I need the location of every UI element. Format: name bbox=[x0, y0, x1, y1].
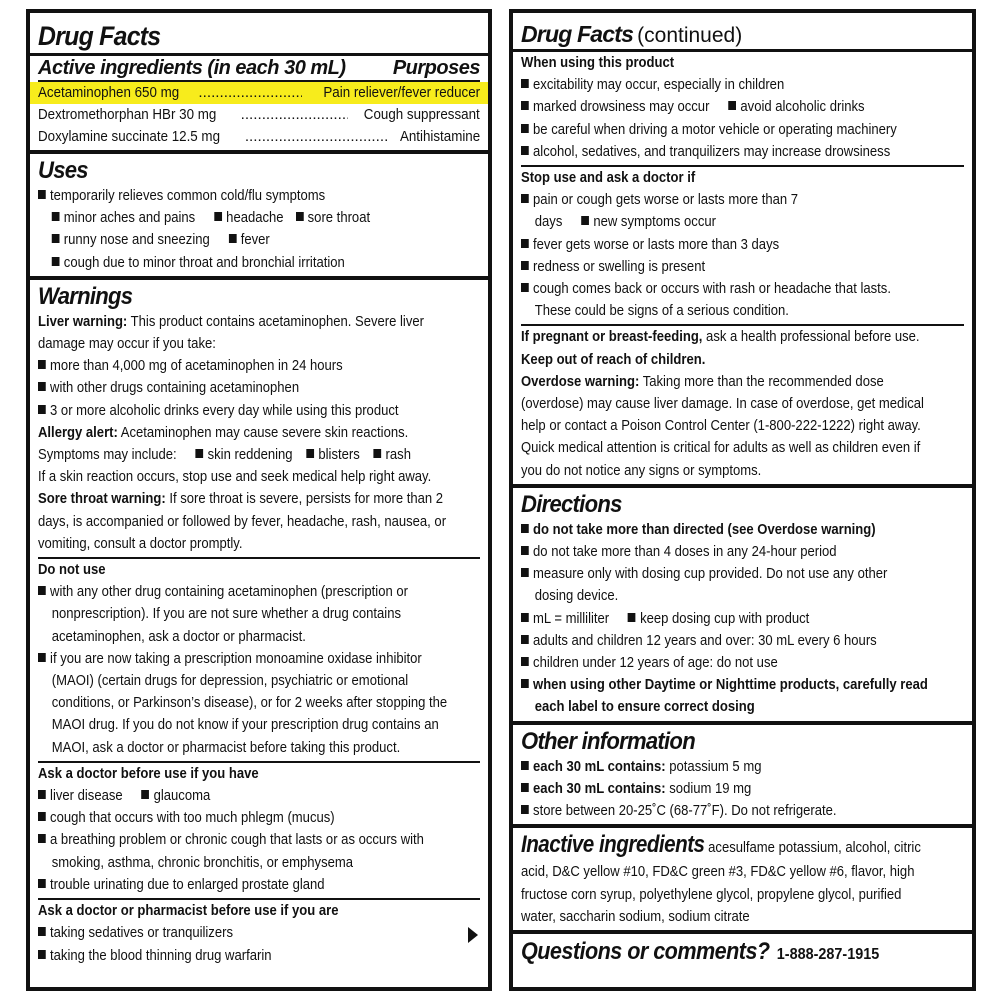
when-using-header: When using this product bbox=[521, 54, 675, 71]
warning-text: Symptoms may include: bbox=[38, 446, 177, 464]
square-bullet-icon bbox=[296, 212, 304, 221]
square-bullet-icon bbox=[196, 449, 204, 458]
square-bullet-icon bbox=[142, 790, 150, 799]
uses-text: temporarily relieves common cold/flu symptoms bbox=[50, 187, 326, 204]
warning-item: taking the blood thinning drug warfarin bbox=[50, 946, 272, 964]
warning-item: if you are now taking a prescription monoamine oxidase inhibitor bbox=[50, 649, 422, 667]
square-bullet-icon bbox=[38, 950, 46, 959]
info-label: each 30 mL contains: bbox=[533, 757, 666, 775]
warning-item: pain or cough gets worse or lasts more than 7 bbox=[533, 191, 799, 209]
warning-text: nonprescription). If you are not sure whether a drug contains bbox=[51, 605, 401, 623]
square-bullet-icon bbox=[38, 927, 46, 936]
phone-number: 1-888-287-1915 bbox=[776, 945, 880, 963]
drug-facts-title: Drug Facts bbox=[38, 21, 161, 51]
ingredient-row bbox=[30, 104, 488, 126]
warning-text: If a skin reaction occurs, stop use and seek medical help right away. bbox=[38, 468, 432, 486]
warning-text: acetaminophen, ask a doctor or pharmacist. bbox=[51, 627, 306, 645]
questions-box bbox=[513, 934, 972, 970]
drug-facts-title: Drug Facts bbox=[521, 21, 634, 47]
square-bullet-icon bbox=[521, 546, 529, 555]
direction-text: dosing device. bbox=[534, 587, 619, 605]
square-bullet-icon bbox=[52, 212, 60, 221]
warning-item: excitability may occur, especially in children bbox=[533, 76, 785, 94]
other-information-box bbox=[513, 725, 972, 829]
warning-text: (MAOI) (certain drugs for depression, psychiatric or emotional bbox=[51, 672, 409, 690]
warning-item: more than 4,000 mg of acetaminophen in 24 hours bbox=[50, 357, 343, 375]
square-bullet-icon bbox=[521, 101, 529, 110]
square-bullet-icon bbox=[38, 382, 46, 391]
info-text: store between 20-25˚C (68-77˚F). Do not refrigerate. bbox=[533, 802, 837, 820]
warning-text: MAOI, ask a doctor or pharmacist before taking this product. bbox=[51, 738, 401, 756]
warning-text: This product contains acetaminophen. Severe liver bbox=[127, 312, 424, 330]
square-bullet-icon bbox=[728, 101, 736, 110]
active-ingredients-header bbox=[38, 56, 480, 82]
warning-item: 3 or more alcoholic drinks every day while using this product bbox=[50, 401, 399, 419]
allergy-alert-label: Allergy alert: bbox=[38, 423, 118, 441]
warning-text: smoking, asthma, chronic bronchitis, or emphysema bbox=[51, 853, 354, 871]
warning-text: days, is accompanied or followed by fever, headache, rash, nausea, or bbox=[38, 512, 447, 530]
warning-item: with any other drug containing acetaminophen (prescription or bbox=[50, 583, 408, 601]
warning-text: days bbox=[534, 213, 563, 231]
square-bullet-icon bbox=[38, 360, 46, 369]
square-bullet-icon bbox=[581, 216, 589, 225]
square-bullet-icon bbox=[38, 812, 46, 821]
warning-item: marked drowsiness may occur bbox=[533, 98, 710, 116]
square-bullet-icon bbox=[521, 79, 529, 88]
square-bullet-icon bbox=[521, 283, 529, 292]
dot-leader bbox=[198, 82, 301, 104]
other-information-title: Other information bbox=[521, 727, 695, 755]
inactive-text: fructose corn syrup, polyethylene glycol, propylene glycol, purified bbox=[521, 885, 902, 903]
square-bullet-icon bbox=[521, 568, 529, 577]
drug-facts-panel-left bbox=[26, 9, 492, 991]
square-bullet-icon bbox=[521, 635, 529, 644]
do-not-use-header: Do not use bbox=[38, 561, 106, 579]
square-bullet-icon bbox=[38, 586, 46, 595]
warning-text: help or contact a Poison Control Center (1-800-222-1222) right away. bbox=[521, 417, 921, 435]
uses-item: headache bbox=[226, 209, 284, 227]
square-bullet-icon bbox=[521, 657, 529, 666]
inactive-ingredients-title: Inactive ingredients bbox=[521, 831, 705, 859]
square-bullet-icon bbox=[38, 834, 46, 843]
warning-item: a breathing problem or chronic cough that lasts or as occurs with bbox=[50, 831, 424, 849]
directions-box bbox=[513, 488, 972, 725]
continued-label: (continued) bbox=[637, 24, 743, 47]
square-bullet-icon bbox=[38, 653, 46, 662]
square-bullet-icon bbox=[38, 879, 46, 888]
warning-item: alcohol, sedatives, and tranquilizers may increase drowsiness bbox=[533, 142, 891, 160]
square-bullet-icon bbox=[38, 405, 46, 414]
square-bullet-icon bbox=[374, 449, 382, 458]
warning-text: vomiting, consult a doctor promptly. bbox=[38, 534, 243, 552]
warning-item: trouble urinating due to enlarged prostate gland bbox=[50, 875, 325, 893]
square-bullet-icon bbox=[521, 679, 529, 688]
warning-text: MAOI drug. If you do not know if your prescription drug contains an bbox=[51, 716, 439, 734]
direction-text: each label to ensure correct dosing bbox=[534, 698, 755, 716]
inactive-ingredients-box bbox=[513, 828, 972, 934]
inactive-text: acid, D&C yellow #10, FD&C green #3, FD&C yellow #6, flavor, high bbox=[521, 863, 915, 881]
warning-text: you do not notice any signs or symptoms. bbox=[521, 461, 762, 479]
warning-item: fever gets worse or lasts more than 3 days bbox=[533, 235, 780, 253]
inactive-text: acesulfame potassium, alcohol, citric bbox=[704, 839, 921, 857]
info-label: each 30 mL contains: bbox=[533, 779, 666, 797]
warning-text: conditions, or Parkinson’s disease), or for 2 weeks after stopping the bbox=[51, 694, 448, 712]
warning-item: cough comes back or occurs with rash or headache that lasts. bbox=[533, 280, 891, 298]
warning-item: glaucoma bbox=[153, 787, 211, 805]
ingredient-purpose: Antihistamine bbox=[399, 128, 480, 145]
uses-item: fever bbox=[240, 231, 270, 249]
square-bullet-icon bbox=[214, 212, 222, 221]
warning-item: with other drugs containing acetaminophen bbox=[50, 379, 300, 397]
uses-title: Uses bbox=[38, 157, 88, 184]
ingredient-name: Acetaminophen 650 mg bbox=[38, 84, 180, 101]
symptom-item: blisters bbox=[318, 446, 360, 464]
square-bullet-icon bbox=[628, 613, 636, 622]
square-bullet-icon bbox=[38, 190, 46, 199]
square-bullet-icon bbox=[521, 124, 529, 133]
purposes-label: Purposes bbox=[392, 57, 480, 79]
direction-item: do not take more than directed (see Overdose warning) bbox=[533, 520, 876, 538]
keep-out-of-reach: Keep out of reach of children. bbox=[521, 350, 706, 368]
ingredient-purpose: Pain reliever/fever reducer bbox=[323, 84, 480, 101]
liver-warning-label: Liver warning: bbox=[38, 312, 128, 330]
square-bullet-icon bbox=[52, 257, 60, 266]
active-ingredients-label: Active ingredients (in each 30 mL) bbox=[38, 57, 346, 79]
warning-text: If sore throat is severe, persists for more than 2 bbox=[165, 490, 444, 508]
warning-text: ask a health professional before use. bbox=[702, 328, 920, 346]
direction-item: do not take more than 4 doses in any 24-hour period bbox=[533, 543, 837, 561]
square-bullet-icon bbox=[38, 790, 46, 799]
warning-text: damage may occur if you take: bbox=[38, 335, 216, 353]
warnings-box bbox=[30, 280, 488, 967]
symptom-item: rash bbox=[385, 446, 411, 464]
sore-throat-warning-label: Sore throat warning: bbox=[38, 490, 166, 508]
warning-item: taking sedatives or tranquilizers bbox=[50, 924, 233, 942]
warning-text: Acetaminophen may cause severe skin reactions. bbox=[117, 423, 409, 441]
warning-text: Taking more than the recommended dose bbox=[639, 372, 884, 390]
square-bullet-icon bbox=[521, 805, 529, 814]
symptom-item: skin reddening bbox=[207, 446, 293, 464]
square-bullet-icon bbox=[521, 783, 529, 792]
square-bullet-icon bbox=[521, 194, 529, 203]
active-ingredients-box bbox=[30, 13, 488, 154]
square-bullet-icon bbox=[306, 449, 314, 458]
warning-item: new symptoms occur bbox=[593, 213, 716, 231]
warning-text: (overdose) may cause liver damage. In case of overdose, get medical bbox=[521, 395, 924, 413]
uses-item: cough due to minor throat and bronchial irritation bbox=[63, 253, 345, 271]
info-text: potassium 5 mg bbox=[665, 757, 762, 775]
pregnancy-label: If pregnant or breast-feeding, bbox=[521, 328, 703, 346]
direction-item: mL = milliliter bbox=[533, 609, 610, 627]
uses-item: runny nose and sneezing bbox=[63, 231, 210, 249]
uses-item: minor aches and pains bbox=[63, 209, 196, 227]
warning-item: liver disease bbox=[50, 787, 123, 805]
direction-item: when using other Daytime or Nighttime products, carefully read bbox=[533, 676, 928, 694]
warning-item: redness or swelling is present bbox=[533, 257, 706, 275]
ingredient-purpose: Cough suppressant bbox=[364, 106, 480, 123]
warning-text: These could be signs of a serious condition. bbox=[534, 302, 789, 320]
direction-item: children under 12 years of age: do not use bbox=[533, 654, 778, 672]
dot-leader bbox=[241, 104, 349, 126]
ingredient-name: Dextromethorphan HBr 30 mg bbox=[38, 106, 217, 123]
uses-box bbox=[30, 154, 488, 280]
ingredient-row bbox=[30, 126, 488, 150]
triangle-right-icon bbox=[468, 927, 478, 943]
stop-use-header: Stop use and ask a doctor if bbox=[521, 169, 696, 187]
direction-item: adults and children 12 years and over: 30 mL every 6 hours bbox=[533, 631, 877, 649]
inactive-text: water, saccharin sodium, sodium citrate bbox=[521, 907, 750, 925]
square-bullet-icon bbox=[521, 524, 529, 533]
direction-item: measure only with dosing cup provided. Do not use any other bbox=[533, 565, 888, 583]
warning-item: cough that occurs with too much phlegm (mucus) bbox=[50, 809, 335, 827]
ask-doctor-header: Ask a doctor before use if you have bbox=[38, 764, 259, 782]
uses-item: sore throat bbox=[307, 209, 371, 227]
directions-title: Directions bbox=[521, 490, 622, 518]
ingredient-name: Doxylamine succinate 12.5 mg bbox=[38, 128, 221, 145]
when-using-box bbox=[513, 13, 972, 488]
square-bullet-icon bbox=[521, 239, 529, 248]
drug-facts-panel-right bbox=[509, 9, 976, 991]
ask-pharmacist-header: Ask a doctor or pharmacist before use if you are bbox=[38, 902, 339, 920]
overdose-warning-label: Overdose warning: bbox=[521, 372, 640, 390]
square-bullet-icon bbox=[229, 234, 237, 243]
dot-leader bbox=[245, 126, 389, 148]
square-bullet-icon bbox=[521, 613, 529, 622]
direction-item: keep dosing cup with product bbox=[640, 609, 810, 627]
warnings-title: Warnings bbox=[38, 282, 133, 310]
ingredient-row bbox=[30, 82, 488, 104]
warning-item: avoid alcoholic drinks bbox=[740, 98, 865, 116]
warning-text: Quick medical attention is critical for adults as well as children even if bbox=[521, 439, 921, 457]
square-bullet-icon bbox=[521, 761, 529, 770]
info-text: sodium 19 mg bbox=[665, 779, 752, 797]
square-bullet-icon bbox=[521, 261, 529, 270]
square-bullet-icon bbox=[521, 146, 529, 155]
square-bullet-icon bbox=[52, 234, 60, 243]
questions-title: Questions or comments? bbox=[521, 937, 770, 965]
warning-item: be careful when driving a motor vehicle or operating machinery bbox=[533, 120, 897, 138]
